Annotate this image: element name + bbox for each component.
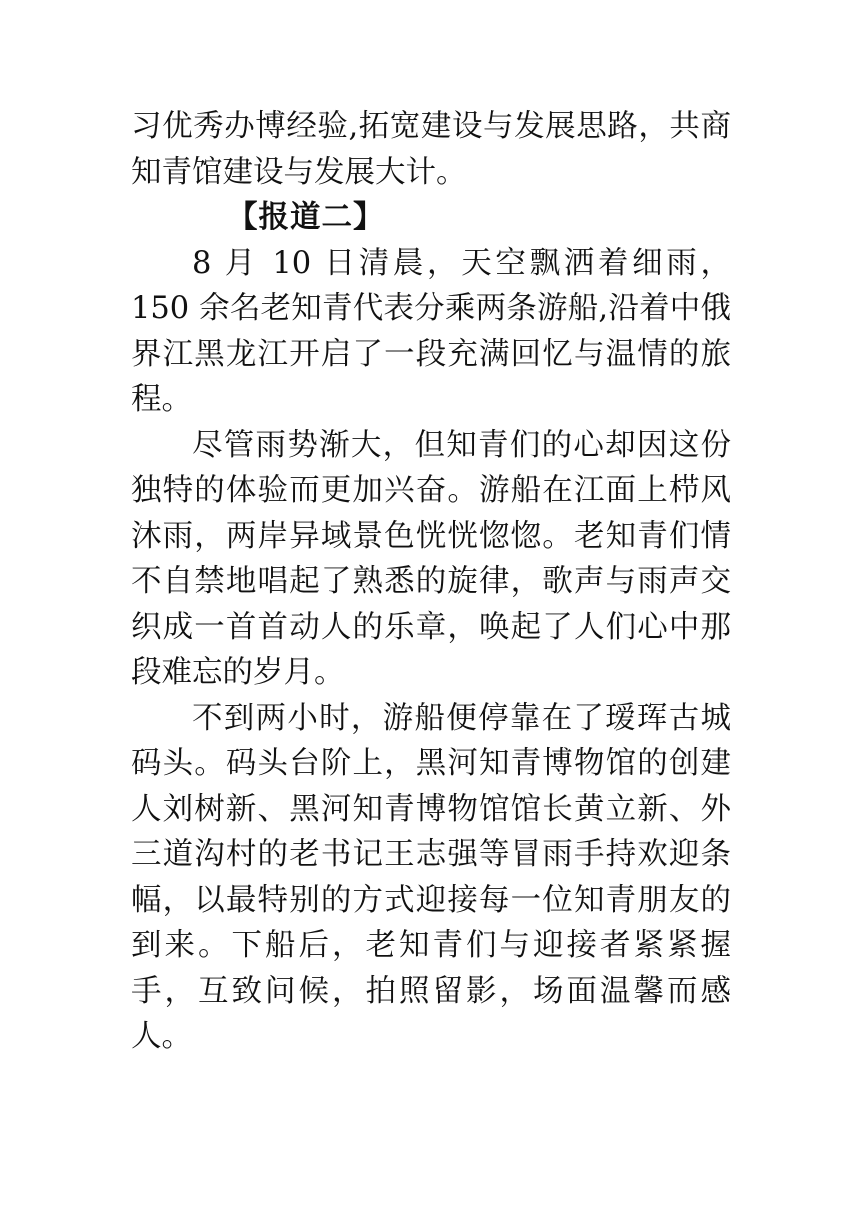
paragraph-2: 尽管雨势渐大，但知青们的心却因这份独特的体验而更加兴奋。游船在江面上栉风沐雨，两岸异域景色恍恍惚惚。老知青们情不自禁地唱起了熟悉的旋律，歌声与雨声交织成一首首动人的乐章，唤起了人们心中那段难忘的岁月。 <box>131 427 731 690</box>
article-body <box>131 104 731 1060</box>
section-heading: 【报道二】 <box>227 199 385 235</box>
paragraph-1: 8 月 10 日清晨，天空飘洒着细雨，150 余名老知青代表分乘两条游船,沿着中俄界江黑龙江开启了一段充满回忆与温情的旅程。 <box>131 245 731 417</box>
paragraph-continuation: 习优秀办博经验,拓宽建设与发展思路，共商知青馆建设与发展大计。 <box>131 109 731 190</box>
paragraph-3: 不到两小时，游船便停靠在了瑷珲古城码头。码头台阶上，黑河知青博物馆的创建人刘树新、黑河知青博物馆馆长黄立新、外三道沟村的老书记王志强等冒雨手持欢迎条幅，以最特别的方式迎接每一位知青朋友的到来。下船后，老知青们与迎接者紧紧握手，互致问候，拍照留影，场面温馨而感人。 <box>131 700 731 1054</box>
